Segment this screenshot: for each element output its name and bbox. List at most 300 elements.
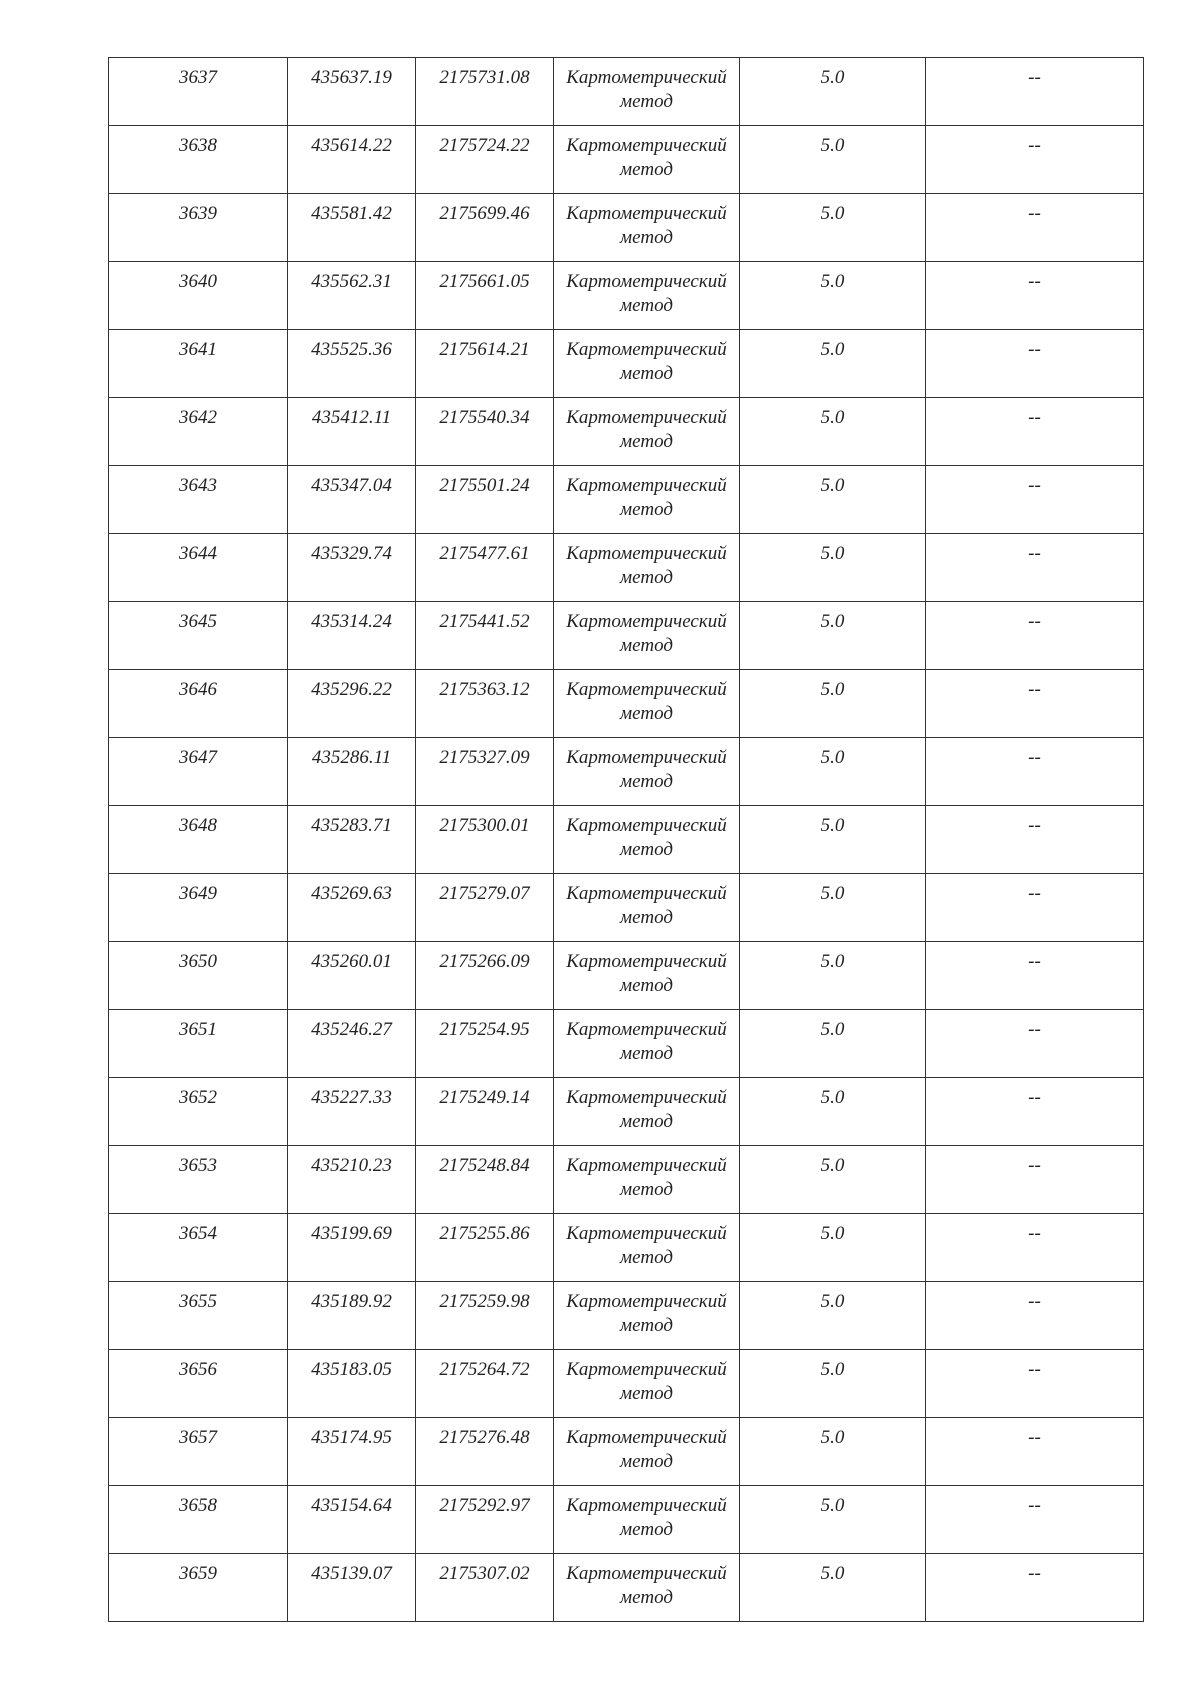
- method-cell: [554, 534, 740, 602]
- description-cell: [926, 466, 1144, 534]
- method-cell: [554, 1146, 740, 1214]
- description-cell-text: --: [1028, 679, 1041, 700]
- y-coordinate-cell-text: 2175254.95: [439, 1019, 530, 1040]
- y-coordinate-cell: [416, 738, 554, 806]
- y-coordinate-cell: [416, 1214, 554, 1282]
- description-cell: [926, 194, 1144, 262]
- point-number-cell: [109, 1010, 288, 1078]
- x-coordinate-cell: [288, 534, 416, 602]
- accuracy-cell: [740, 194, 926, 262]
- y-coordinate-cell: [416, 670, 554, 738]
- y-coordinate-cell-text: 2175614.21: [439, 339, 530, 360]
- table-row: [109, 738, 1144, 806]
- point-number-cell: [109, 1146, 288, 1214]
- accuracy-cell-text: 5.0: [820, 1291, 845, 1312]
- point-number-cell: [109, 942, 288, 1010]
- description-cell: [926, 262, 1144, 330]
- y-coordinate-cell-text: 2175540.34: [439, 407, 530, 428]
- accuracy-cell-text: 5.0: [820, 1223, 845, 1244]
- method-cell: [554, 1486, 740, 1554]
- description-cell-text: --: [1028, 747, 1041, 768]
- accuracy-cell: [740, 1146, 926, 1214]
- x-coordinate-cell-text: 435199.69: [311, 1223, 392, 1244]
- method-cell: [554, 806, 740, 874]
- y-coordinate-cell-text: 2175327.09: [439, 747, 530, 768]
- y-coordinate-cell: [416, 942, 554, 1010]
- accuracy-cell-text: 5.0: [820, 1563, 845, 1584]
- point-number-cell-text: 3644: [179, 543, 217, 564]
- method-cell-text: Картометрический метод: [566, 67, 727, 112]
- description-cell-text: --: [1028, 951, 1041, 972]
- description-cell: [926, 1146, 1144, 1214]
- method-cell-text: Картометрический метод: [566, 543, 727, 588]
- method-cell-text: Картометрический метод: [566, 475, 727, 520]
- accuracy-cell-text: 5.0: [820, 1427, 845, 1448]
- y-coordinate-cell-text: 2175255.86: [439, 1223, 530, 1244]
- y-coordinate-cell-text: 2175724.22: [439, 135, 530, 156]
- description-cell: [926, 1554, 1144, 1622]
- table-row: [109, 942, 1144, 1010]
- table-row: [109, 874, 1144, 942]
- point-number-cell: [109, 1282, 288, 1350]
- description-cell-text: --: [1028, 1427, 1041, 1448]
- x-coordinate-cell: [288, 670, 416, 738]
- y-coordinate-cell-text: 2175441.52: [439, 611, 530, 632]
- accuracy-cell-text: 5.0: [820, 1087, 845, 1108]
- x-coordinate-cell-text: 435286.11: [311, 747, 392, 768]
- description-cell-text: --: [1028, 271, 1041, 292]
- y-coordinate-cell: [416, 330, 554, 398]
- x-coordinate-cell: [288, 1554, 416, 1622]
- point-number-cell: [109, 330, 288, 398]
- x-coordinate-cell-text: 435269.63: [311, 883, 392, 904]
- accuracy-cell-text: 5.0: [820, 1359, 845, 1380]
- point-number-cell-text: 3659: [179, 1563, 217, 1584]
- method-cell-text: Картометрический метод: [566, 1019, 727, 1064]
- x-coordinate-cell: [288, 262, 416, 330]
- method-cell-text: Картометрический метод: [566, 407, 727, 452]
- point-number-cell: [109, 1554, 288, 1622]
- method-cell: [554, 466, 740, 534]
- description-cell-text: --: [1028, 407, 1041, 428]
- accuracy-cell: [740, 398, 926, 466]
- table-row: [109, 1554, 1144, 1622]
- method-cell: [554, 194, 740, 262]
- x-coordinate-cell-text: 435183.05: [311, 1359, 392, 1380]
- method-cell-text: Картометрический метод: [566, 339, 727, 384]
- point-number-cell-text: 3643: [179, 475, 217, 496]
- description-cell-text: --: [1028, 1223, 1041, 1244]
- description-cell-text: --: [1028, 1087, 1041, 1108]
- table-row: [109, 602, 1144, 670]
- y-coordinate-cell: [416, 602, 554, 670]
- y-coordinate-cell: [416, 466, 554, 534]
- description-cell: [926, 1078, 1144, 1146]
- accuracy-cell-text: 5.0: [820, 543, 845, 564]
- accuracy-cell-text: 5.0: [820, 611, 845, 632]
- point-number-cell: [109, 398, 288, 466]
- point-number-cell-text: 3640: [179, 271, 217, 292]
- accuracy-cell: [740, 602, 926, 670]
- y-coordinate-cell: [416, 534, 554, 602]
- description-cell: [926, 1214, 1144, 1282]
- y-coordinate-cell-text: 2175266.09: [439, 951, 530, 972]
- point-number-cell-text: 3638: [179, 135, 217, 156]
- point-number-cell-text: 3641: [179, 339, 217, 360]
- method-cell: [554, 262, 740, 330]
- point-number-cell-text: 3639: [179, 203, 217, 224]
- accuracy-cell: [740, 1214, 926, 1282]
- point-number-cell: [109, 1214, 288, 1282]
- y-coordinate-cell: [416, 1146, 554, 1214]
- x-coordinate-cell: [288, 1146, 416, 1214]
- table-row: [109, 670, 1144, 738]
- method-cell-text: Картометрический метод: [566, 747, 727, 792]
- x-coordinate-cell: [288, 126, 416, 194]
- description-cell-text: --: [1028, 611, 1041, 632]
- accuracy-cell-text: 5.0: [820, 135, 845, 156]
- x-coordinate-cell: [288, 398, 416, 466]
- description-cell-text: --: [1028, 1359, 1041, 1380]
- table-row: [109, 194, 1144, 262]
- point-number-cell-text: 3646: [179, 679, 217, 700]
- method-cell-text: Картометрический метод: [566, 1155, 727, 1200]
- method-cell: [554, 126, 740, 194]
- point-number-cell: [109, 58, 288, 126]
- method-cell-text: Картометрический метод: [566, 135, 727, 180]
- description-cell: [926, 670, 1144, 738]
- x-coordinate-cell: [288, 1486, 416, 1554]
- x-coordinate-cell-text: 435246.27: [311, 1019, 392, 1040]
- description-cell-text: --: [1028, 203, 1041, 224]
- description-cell: [926, 806, 1144, 874]
- point-number-cell: [109, 534, 288, 602]
- x-coordinate-cell: [288, 194, 416, 262]
- description-cell-text: --: [1028, 1563, 1041, 1584]
- method-cell-text: Картометрический метод: [566, 679, 727, 724]
- x-coordinate-cell: [288, 874, 416, 942]
- point-number-cell-text: 3652: [179, 1087, 217, 1108]
- method-cell: [554, 1078, 740, 1146]
- point-number-cell-text: 3650: [179, 951, 217, 972]
- description-cell: [926, 398, 1144, 466]
- description-cell-text: --: [1028, 815, 1041, 836]
- x-coordinate-cell: [288, 1078, 416, 1146]
- point-number-cell: [109, 262, 288, 330]
- method-cell-text: Картометрический метод: [566, 1495, 727, 1540]
- accuracy-cell: [740, 330, 926, 398]
- method-cell: [554, 602, 740, 670]
- x-coordinate-cell-text: 435296.22: [311, 679, 392, 700]
- y-coordinate-cell: [416, 1078, 554, 1146]
- description-cell-text: --: [1028, 1495, 1041, 1516]
- x-coordinate-cell: [288, 1350, 416, 1418]
- accuracy-cell-text: 5.0: [820, 1155, 845, 1176]
- accuracy-cell-text: 5.0: [820, 951, 845, 972]
- accuracy-cell: [740, 126, 926, 194]
- accuracy-cell: [740, 1486, 926, 1554]
- point-number-cell: [109, 1418, 288, 1486]
- y-coordinate-cell: [416, 262, 554, 330]
- point-number-cell-text: 3655: [179, 1291, 217, 1312]
- table-row: [109, 330, 1144, 398]
- x-coordinate-cell-text: 435227.33: [311, 1087, 392, 1108]
- y-coordinate-cell: [416, 1418, 554, 1486]
- y-coordinate-cell: [416, 398, 554, 466]
- accuracy-cell: [740, 1418, 926, 1486]
- point-number-cell: [109, 806, 288, 874]
- y-coordinate-cell: [416, 874, 554, 942]
- point-number-cell-text: 3637: [179, 67, 217, 88]
- description-cell-text: --: [1028, 543, 1041, 564]
- x-coordinate-cell-text: 435154.64: [311, 1495, 392, 1516]
- description-cell: [926, 126, 1144, 194]
- y-coordinate-cell-text: 2175276.48: [439, 1427, 530, 1448]
- y-coordinate-cell-text: 2175259.98: [439, 1291, 530, 1312]
- method-cell-text: Картометрический метод: [566, 1427, 727, 1472]
- accuracy-cell-text: 5.0: [820, 815, 845, 836]
- method-cell: [554, 330, 740, 398]
- table-row: [109, 1486, 1144, 1554]
- method-cell-text: Картометрический метод: [566, 815, 727, 860]
- table-row: [109, 1282, 1144, 1350]
- point-number-cell: [109, 466, 288, 534]
- x-coordinate-cell-text: 435412.11: [311, 407, 392, 428]
- y-coordinate-cell-text: 2175248.84: [439, 1155, 530, 1176]
- x-coordinate-cell-text: 435314.24: [311, 611, 392, 632]
- method-cell: [554, 58, 740, 126]
- x-coordinate-cell: [288, 942, 416, 1010]
- point-number-cell-text: 3657: [179, 1427, 217, 1448]
- table-row: [109, 806, 1144, 874]
- coordinates-table-body: [109, 58, 1144, 1622]
- method-cell-text: Картометрический метод: [566, 1087, 727, 1132]
- x-coordinate-cell-text: 435260.01: [311, 951, 392, 972]
- description-cell-text: --: [1028, 67, 1041, 88]
- point-number-cell: [109, 126, 288, 194]
- y-coordinate-cell-text: 2175249.14: [439, 1087, 530, 1108]
- y-coordinate-cell-text: 2175363.12: [439, 679, 530, 700]
- y-coordinate-cell: [416, 1350, 554, 1418]
- x-coordinate-cell-text: 435139.07: [311, 1563, 392, 1584]
- description-cell: [926, 1418, 1144, 1486]
- accuracy-cell-text: 5.0: [820, 407, 845, 428]
- x-coordinate-cell-text: 435189.92: [311, 1291, 392, 1312]
- method-cell: [554, 1350, 740, 1418]
- point-number-cell: [109, 1078, 288, 1146]
- accuracy-cell-text: 5.0: [820, 747, 845, 768]
- method-cell-text: Картометрический метод: [566, 951, 727, 996]
- point-number-cell-text: 3649: [179, 883, 217, 904]
- method-cell-text: Картометрический метод: [566, 883, 727, 928]
- point-number-cell: [109, 1486, 288, 1554]
- description-cell: [926, 58, 1144, 126]
- point-number-cell: [109, 194, 288, 262]
- x-coordinate-cell: [288, 1010, 416, 1078]
- table-row: [109, 1010, 1144, 1078]
- x-coordinate-cell-text: 435329.74: [311, 543, 392, 564]
- accuracy-cell: [740, 1282, 926, 1350]
- accuracy-cell: [740, 1350, 926, 1418]
- y-coordinate-cell: [416, 806, 554, 874]
- accuracy-cell-text: 5.0: [820, 1019, 845, 1040]
- y-coordinate-cell: [416, 126, 554, 194]
- table-row: [109, 534, 1144, 602]
- y-coordinate-cell-text: 2175699.46: [439, 203, 530, 224]
- y-coordinate-cell: [416, 1010, 554, 1078]
- point-number-cell: [109, 1350, 288, 1418]
- accuracy-cell: [740, 262, 926, 330]
- y-coordinate-cell-text: 2175292.97: [439, 1495, 530, 1516]
- x-coordinate-cell-text: 435347.04: [311, 475, 392, 496]
- point-number-cell-text: 3653: [179, 1155, 217, 1176]
- method-cell: [554, 1010, 740, 1078]
- y-coordinate-cell-text: 2175279.07: [439, 883, 530, 904]
- point-number-cell: [109, 738, 288, 806]
- y-coordinate-cell-text: 2175307.02: [439, 1563, 530, 1584]
- method-cell-text: Картометрический метод: [566, 1291, 727, 1336]
- point-number-cell-text: 3654: [179, 1223, 217, 1244]
- accuracy-cell-text: 5.0: [820, 271, 845, 292]
- x-coordinate-cell: [288, 806, 416, 874]
- accuracy-cell: [740, 534, 926, 602]
- point-number-cell-text: 3658: [179, 1495, 217, 1516]
- accuracy-cell: [740, 1010, 926, 1078]
- y-coordinate-cell: [416, 58, 554, 126]
- x-coordinate-cell: [288, 466, 416, 534]
- method-cell: [554, 670, 740, 738]
- y-coordinate-cell-text: 2175477.61: [439, 543, 530, 564]
- accuracy-cell: [740, 1554, 926, 1622]
- point-number-cell: [109, 874, 288, 942]
- point-number-cell: [109, 670, 288, 738]
- accuracy-cell: [740, 670, 926, 738]
- method-cell-text: Картометрический метод: [566, 271, 727, 316]
- description-cell-text: --: [1028, 1291, 1041, 1312]
- point-number-cell-text: 3645: [179, 611, 217, 632]
- coordinates-table: [108, 57, 1144, 1622]
- description-cell: [926, 1350, 1144, 1418]
- description-cell: [926, 602, 1144, 670]
- y-coordinate-cell-text: 2175731.08: [439, 67, 530, 88]
- method-cell: [554, 1282, 740, 1350]
- table-row: [109, 58, 1144, 126]
- accuracy-cell: [740, 738, 926, 806]
- accuracy-cell: [740, 466, 926, 534]
- table-row: [109, 1214, 1144, 1282]
- accuracy-cell: [740, 806, 926, 874]
- description-cell-text: --: [1028, 883, 1041, 904]
- description-cell: [926, 1010, 1144, 1078]
- y-coordinate-cell: [416, 1486, 554, 1554]
- point-number-cell-text: 3647: [179, 747, 217, 768]
- point-number-cell-text: 3642: [179, 407, 217, 428]
- x-coordinate-cell: [288, 602, 416, 670]
- method-cell: [554, 398, 740, 466]
- x-coordinate-cell: [288, 738, 416, 806]
- method-cell-text: Картометрический метод: [566, 203, 727, 248]
- table-row: [109, 1418, 1144, 1486]
- y-coordinate-cell-text: 2175300.01: [439, 815, 530, 836]
- accuracy-cell-text: 5.0: [820, 883, 845, 904]
- x-coordinate-cell-text: 435210.23: [311, 1155, 392, 1176]
- table-row: [109, 1078, 1144, 1146]
- accuracy-cell-text: 5.0: [820, 679, 845, 700]
- accuracy-cell: [740, 942, 926, 1010]
- description-cell: [926, 738, 1144, 806]
- method-cell: [554, 1554, 740, 1622]
- method-cell-text: Картометрический метод: [566, 1563, 727, 1608]
- table-row: [109, 1146, 1144, 1214]
- table-row: [109, 398, 1144, 466]
- x-coordinate-cell-text: 435637.19: [311, 67, 392, 88]
- x-coordinate-cell-text: 435614.22: [311, 135, 392, 156]
- description-cell-text: --: [1028, 339, 1041, 360]
- description-cell-text: --: [1028, 1155, 1041, 1176]
- description-cell-text: --: [1028, 135, 1041, 156]
- method-cell-text: Картометрический метод: [566, 1223, 727, 1268]
- table-row: [109, 1350, 1144, 1418]
- x-coordinate-cell-text: 435581.42: [311, 203, 392, 224]
- description-cell: [926, 1486, 1144, 1554]
- y-coordinate-cell: [416, 1282, 554, 1350]
- table-row: [109, 262, 1144, 330]
- x-coordinate-cell-text: 435174.95: [311, 1427, 392, 1448]
- table-row: [109, 466, 1144, 534]
- description-cell: [926, 874, 1144, 942]
- method-cell: [554, 874, 740, 942]
- method-cell-text: Картометрический метод: [566, 1359, 727, 1404]
- y-coordinate-cell: [416, 1554, 554, 1622]
- x-coordinate-cell-text: 435562.31: [311, 271, 392, 292]
- x-coordinate-cell: [288, 1418, 416, 1486]
- description-cell: [926, 534, 1144, 602]
- y-coordinate-cell-text: 2175264.72: [439, 1359, 530, 1380]
- x-coordinate-cell: [288, 58, 416, 126]
- method-cell: [554, 1214, 740, 1282]
- point-number-cell-text: 3651: [179, 1019, 217, 1040]
- accuracy-cell-text: 5.0: [820, 67, 845, 88]
- method-cell: [554, 738, 740, 806]
- x-coordinate-cell: [288, 1214, 416, 1282]
- x-coordinate-cell-text: 435283.71: [311, 815, 392, 836]
- point-number-cell: [109, 602, 288, 670]
- y-coordinate-cell: [416, 194, 554, 262]
- method-cell: [554, 1418, 740, 1486]
- description-cell-text: --: [1028, 475, 1041, 496]
- accuracy-cell-text: 5.0: [820, 475, 845, 496]
- description-cell: [926, 942, 1144, 1010]
- method-cell-text: Картометрический метод: [566, 611, 727, 656]
- description-cell: [926, 330, 1144, 398]
- method-cell: [554, 942, 740, 1010]
- description-cell-text: --: [1028, 1019, 1041, 1040]
- accuracy-cell: [740, 1078, 926, 1146]
- accuracy-cell: [740, 874, 926, 942]
- y-coordinate-cell-text: 2175661.05: [439, 271, 530, 292]
- accuracy-cell: [740, 58, 926, 126]
- x-coordinate-cell-text: 435525.36: [311, 339, 392, 360]
- y-coordinate-cell-text: 2175501.24: [439, 475, 530, 496]
- table-row: [109, 126, 1144, 194]
- accuracy-cell-text: 5.0: [820, 1495, 845, 1516]
- accuracy-cell-text: 5.0: [820, 339, 845, 360]
- description-cell: [926, 1282, 1144, 1350]
- x-coordinate-cell: [288, 1282, 416, 1350]
- point-number-cell-text: 3648: [179, 815, 217, 836]
- point-number-cell-text: 3656: [179, 1359, 217, 1380]
- accuracy-cell-text: 5.0: [820, 203, 845, 224]
